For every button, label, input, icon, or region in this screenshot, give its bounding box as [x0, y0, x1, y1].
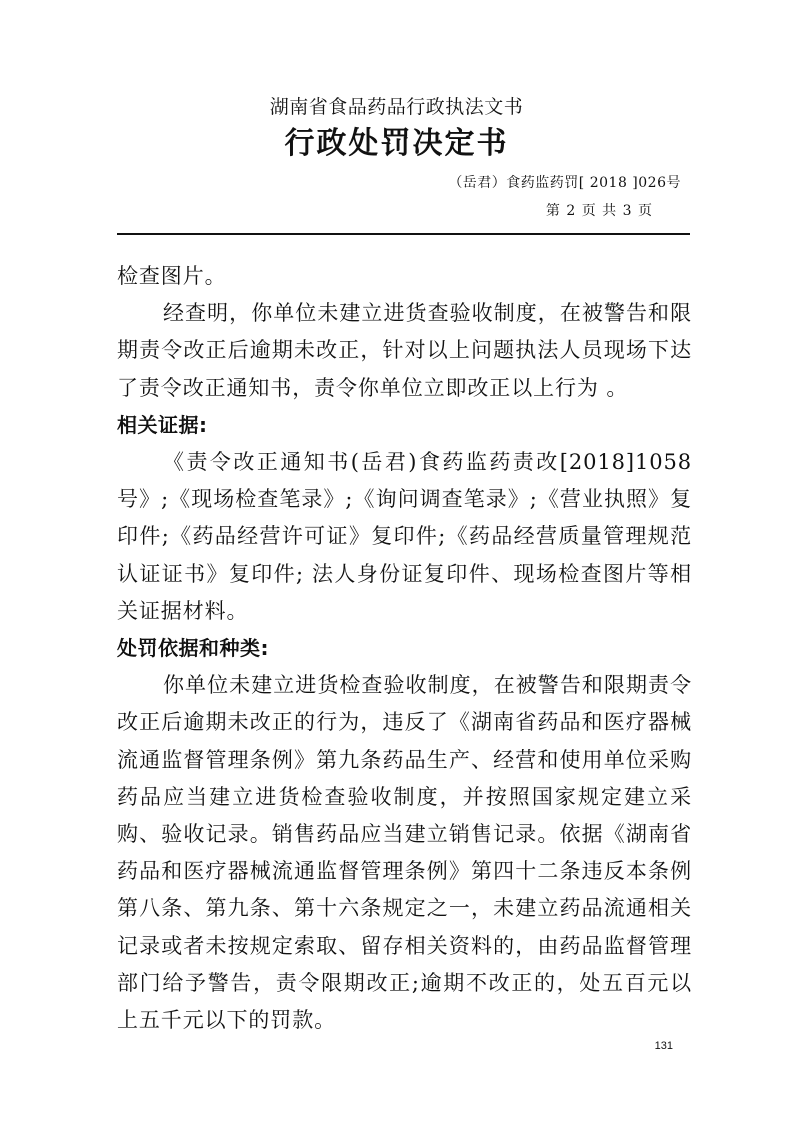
continuation-paragraph: 检查图片。 [117, 264, 227, 288]
page-number: 131 [654, 1040, 673, 1052]
agency-line: 湖南省食品药品行政执法文书 [269, 96, 524, 118]
evidence-heading: 相关证据: [117, 412, 208, 437]
document-title: 行政处罚决定书 [284, 126, 509, 161]
document-number: （岳君）食药监药罚[ 2018 ]026号 [448, 175, 681, 191]
basis-heading: 处罚依据和种类: [117, 636, 269, 661]
findings-paragraph: 经查明，你单位未建立进货查验收制度，在被警告和限期责令改正后逾期未改正，针对以上问题执法人员现场下达了责令改正通知书，责令你单位立即改正以上行为 。 [117, 301, 692, 400]
basis-paragraph: 你单位未建立进货检查验收制度，在被警告和限期责令改正后逾期未改正的行为，违反了《湖南省药品和医疗器械流通监督管理条例》第九条药品生产、经营和使用单位采购药品应当建立进货检查验收制度，并按照国家规定建立采购、验收记录。销售药品应当建立销售记录。依据《湖南省药品和医疗器械流通监督管理条例》第四十二条违反本条例第八条、第九条、第十六条规定之一，未建立药品流通相关记录或者未按规定索取、留存相关资料的，由药品监督管理部门给予警告，责令限期改正;逾期不改正的，处五百元以上五千元以下的罚款。 [117, 673, 692, 1033]
page-info: 第 2 页 共 3 页 [545, 203, 653, 219]
document-body [117, 258, 692, 1039]
header-divider [117, 233, 690, 235]
evidence-paragraph: 《责令改正通知书(岳君)食药监药责改[2018]1058 号》;《现场检查笔录》;《询问调查笔录》;《营业执照》复印件;《药品经营许可证》复印件;《药品经营质量管理规范认证证书》复印件; 法人身份证复印件、现场检查图片等相关证据材料。 [117, 450, 692, 623]
